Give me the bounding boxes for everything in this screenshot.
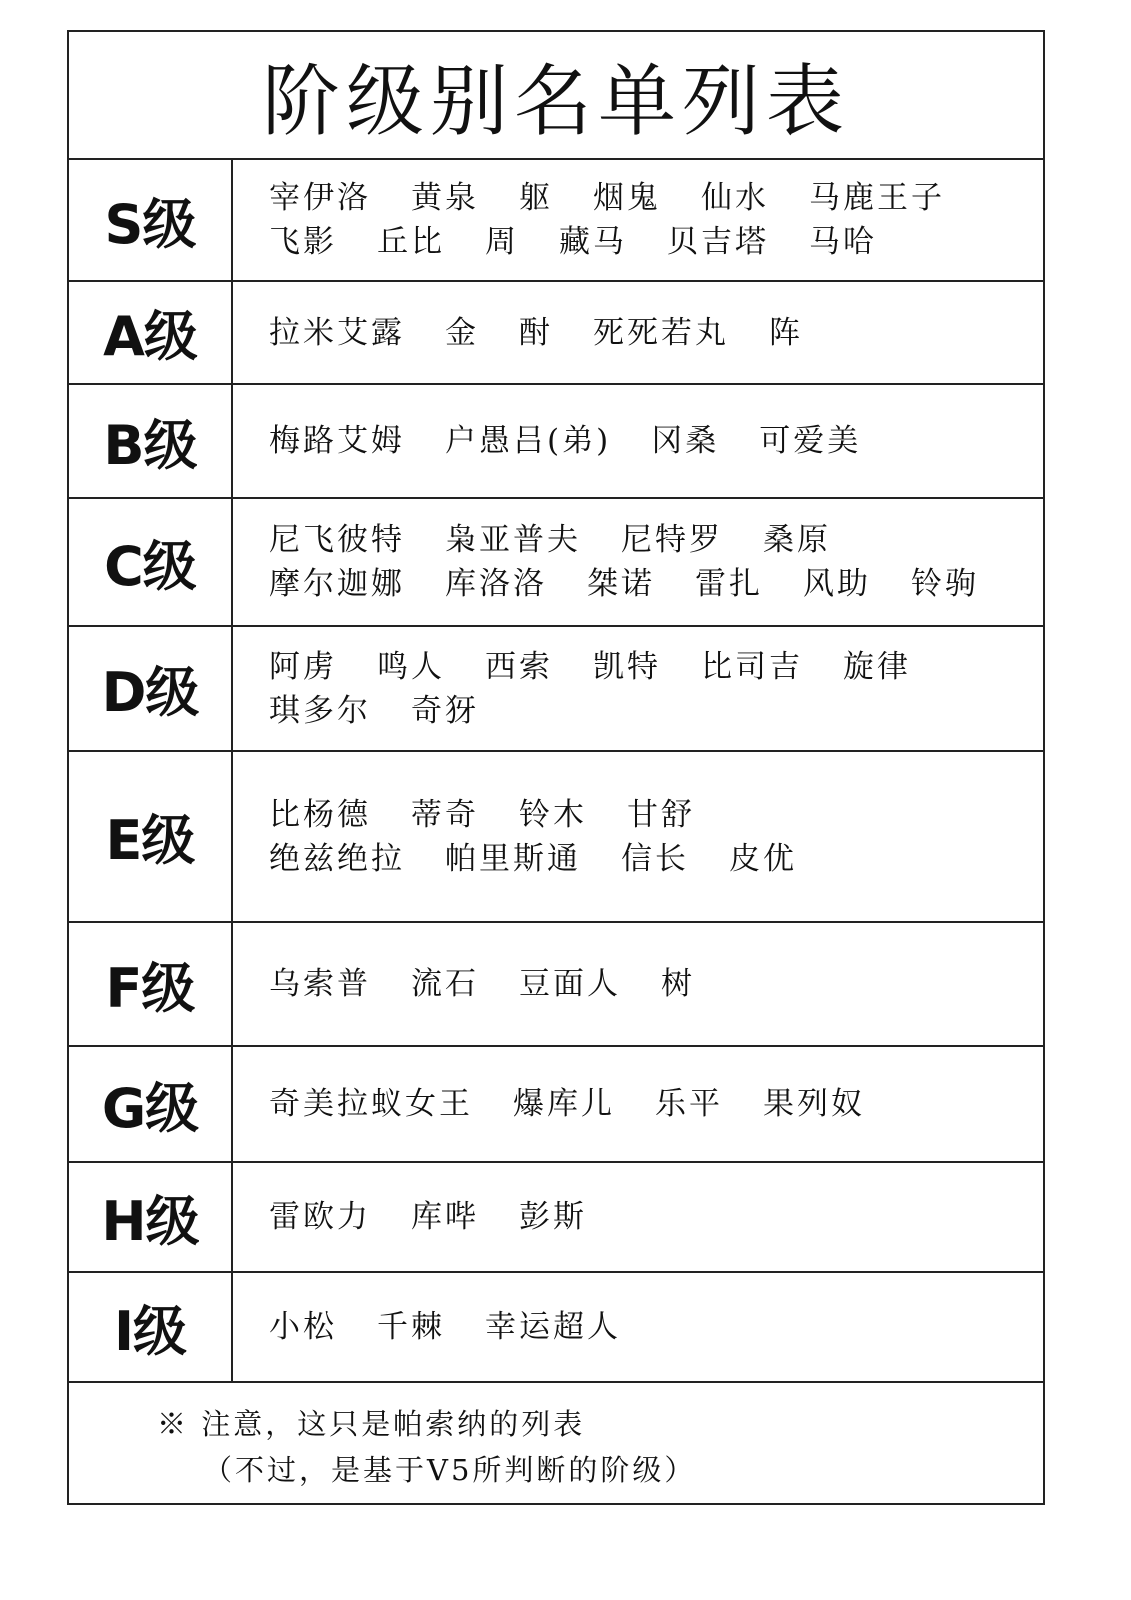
tier-names: [233, 752, 1043, 921]
name-item: 梅路艾姆: [269, 423, 405, 459]
name-line: [269, 311, 1043, 355]
name-item: 凯特: [593, 648, 661, 685]
tier-label: F级: [69, 923, 233, 1045]
tier-label: S级: [69, 160, 233, 280]
name-item: 丘比: [377, 224, 445, 260]
name-item: 仙水: [701, 180, 769, 216]
name-line: [269, 562, 1043, 606]
name-item: 小松: [269, 1309, 337, 1345]
name-item: 飞影: [269, 224, 337, 260]
name-item: 铃木: [519, 796, 587, 833]
tier-names: [233, 282, 1043, 383]
name-item: 帕里斯通: [445, 840, 581, 877]
tier-list-table: [67, 30, 1045, 1505]
name-item: 库洛洛: [445, 566, 547, 602]
tier-names: [233, 1273, 1043, 1381]
page-title: 阶级别名单列表: [261, 57, 850, 147]
name-item: 乌索普: [269, 966, 371, 1002]
tier-names: [233, 923, 1043, 1045]
name-item: 拉米艾露: [269, 314, 405, 351]
tier-names: [233, 499, 1043, 625]
tier-row-c: [69, 499, 1043, 627]
tier-names: [233, 160, 1043, 280]
name-item: 藏马: [559, 224, 627, 260]
name-line: [269, 793, 1043, 837]
name-line: [269, 1305, 1043, 1349]
name-item: 躯: [519, 180, 553, 216]
name-item: 铃驹: [911, 566, 979, 602]
name-item: 库哔: [411, 1199, 479, 1235]
name-item: 比司吉: [701, 648, 803, 685]
name-line: [269, 518, 1043, 562]
name-item: 死死若丸: [593, 314, 729, 351]
name-item: 户愚吕(弟): [445, 423, 612, 459]
name-item: 幸运超人: [485, 1309, 621, 1345]
tier-row-g: [69, 1047, 1043, 1163]
name-item: 果列奴: [763, 1086, 865, 1122]
name-item: 宰伊洛: [269, 180, 371, 216]
name-item: 鸣人: [377, 648, 445, 685]
tier-row-s: [69, 160, 1043, 282]
name-item: 比杨德: [269, 796, 371, 833]
footer-note-line: ※ 注意，这只是帕索纳的列表: [157, 1407, 586, 1441]
name-item: 千棘: [377, 1309, 445, 1345]
name-item: 阵: [769, 314, 803, 351]
name-item: 金: [445, 314, 479, 351]
name-item: 乐平: [655, 1086, 723, 1122]
name-item: 皮优: [729, 840, 797, 877]
tier-label: G级: [69, 1047, 233, 1161]
footer-note: [69, 1383, 1043, 1503]
name-item: 西索: [485, 648, 553, 685]
name-item: 可爱美: [759, 423, 862, 459]
name-item: 豆面人: [519, 966, 621, 1002]
name-item: 冈桑: [651, 423, 720, 459]
name-item: 爆库儿: [513, 1086, 615, 1122]
name-item: 琪多尔: [269, 692, 371, 729]
name-item: 烟鬼: [593, 180, 661, 216]
tier-names: [233, 385, 1043, 497]
name-line: [269, 1082, 1043, 1126]
name-line: [269, 837, 1043, 881]
name-item: 奇犽: [411, 692, 479, 729]
tier-row-e: [69, 752, 1043, 923]
name-item: 尼飞彼特: [269, 522, 405, 558]
name-line: [269, 419, 1043, 463]
name-item: 尼特罗: [621, 522, 723, 558]
tier-row-a: [69, 282, 1043, 385]
name-line: [269, 176, 1043, 220]
name-item: 马哈: [809, 224, 877, 260]
tier-label: D级: [69, 627, 233, 750]
name-item: 阿虏: [269, 648, 337, 685]
name-item: 旋律: [843, 648, 911, 685]
name-item: 蒂奇: [411, 796, 479, 833]
name-item: 周: [485, 224, 519, 260]
name-item: 雷扎: [695, 566, 763, 602]
name-line: [269, 645, 1043, 689]
tier-names: [233, 627, 1043, 750]
tier-row-d: [69, 627, 1043, 752]
name-item: 桑原: [763, 522, 831, 558]
name-item: 甘舒: [627, 796, 695, 833]
tier-label: H级: [69, 1163, 233, 1271]
name-item: 风助: [803, 566, 871, 602]
name-item: 雷欧力: [269, 1199, 371, 1235]
name-item: 黄泉: [411, 180, 479, 216]
name-item: 贝吉塔: [667, 224, 769, 260]
name-line: [269, 220, 1043, 264]
name-item: 信长: [621, 840, 689, 877]
tier-row-i: [69, 1273, 1043, 1383]
name-item: 酎: [519, 314, 553, 351]
tier-names: [233, 1047, 1043, 1161]
name-item: 奇美拉蚁女王: [269, 1086, 473, 1122]
tier-row-f: [69, 923, 1043, 1047]
tier-names: [233, 1163, 1043, 1271]
name-line: [269, 689, 1043, 733]
title-row: [69, 32, 1043, 160]
name-item: 彭斯: [519, 1199, 587, 1235]
name-line: [269, 1195, 1043, 1239]
tier-label: A级: [69, 282, 233, 383]
name-item: 枭亚普夫: [445, 522, 581, 558]
name-item: 绝兹绝拉: [269, 840, 405, 877]
name-item: 马鹿王子: [809, 180, 945, 216]
tier-label: C级: [69, 499, 233, 625]
name-item: 树: [661, 966, 695, 1002]
tier-label: E级: [69, 752, 233, 921]
tier-row-h: [69, 1163, 1043, 1273]
tier-row-b: [69, 385, 1043, 499]
tier-label: B级: [69, 385, 233, 497]
tier-label: I级: [69, 1273, 233, 1381]
name-item: 摩尔迦娜: [269, 566, 405, 602]
name-line: [269, 962, 1043, 1006]
name-item: 桀诺: [587, 566, 655, 602]
name-item: 流石: [411, 966, 479, 1002]
footer-note-line: （不过，是基于V5所判断的阶级）: [203, 1453, 697, 1487]
